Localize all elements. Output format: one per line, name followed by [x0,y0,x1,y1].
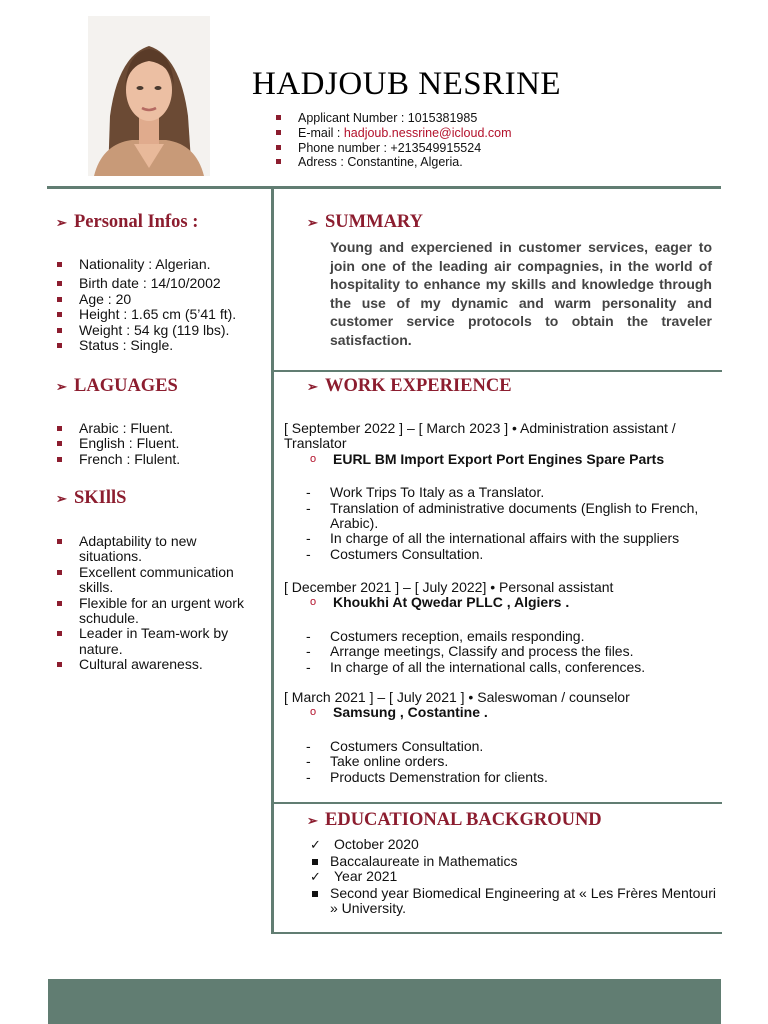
bullet-icon [57,297,62,302]
list-item: Arabic : Fluent. [56,421,266,436]
email-link[interactable]: hadjoub.nessrine@icloud.com [343,125,512,140]
list-item: Birth date : 14/10/2002 [56,276,266,291]
education-detail: Baccalaureate in Mathematics [310,854,716,870]
education-detail: Second year Biomedical Engineering at « Les Frères Mentouri » University. [310,886,716,917]
summary-divider [274,370,722,372]
dash-icon: - [306,737,311,754]
dash-icon: - [306,627,311,644]
task-item: - Costumers Consultation. [306,545,484,562]
bullet-icon [57,662,62,667]
circle-bullet-icon: o [310,596,317,609]
profile-photo [88,16,210,176]
list-item: Status : Single. [56,338,266,353]
bullet-icon [57,328,62,333]
list-item: Excellent communication skills. [56,565,246,596]
dash-icon: - [306,545,311,562]
job-tasks [284,739,716,785]
bullet-icon [57,457,62,462]
bullet-icon [57,441,62,446]
task-item: - Costumers reception, emails responding. [306,627,585,644]
job-period: [ September 2022 ] – [ March 2023 ] • Administration assistant / Translator [284,420,676,452]
bullet-icon [57,426,62,431]
personal-infos-list [56,257,266,353]
applicant-name: HADJOUB NESRINE [252,66,562,102]
checkmark-icon: ✓ [310,837,321,852]
skills-heading: ➢ SKIllS [56,488,127,508]
education-heading: ➢ EDUCATIONAL BACKGROUND [307,810,602,830]
dash-icon: - [306,658,311,675]
job-company: o EURL BM Import Export Port Engines Spare Parts [310,450,665,467]
work-divider [274,802,722,804]
task-item: - In charge of all the international affairs with the suppliers [306,530,680,547]
phone-number: Phone number : +213549915524 [276,141,512,156]
circle-bullet-icon: o [310,452,317,465]
job-entry [284,580,716,675]
list-item: English : Fluent. [56,436,266,451]
list-item: Nationality : Algerian. [56,257,266,272]
job-company: o Khoukhi At Qwedar PLLC , Algiers . [310,594,570,611]
list-item: Adaptability to new situations. [56,534,246,565]
list-item: Cultural awareness. [56,657,246,672]
dash-icon: - [306,643,311,660]
skills-list [56,534,246,673]
circle-bullet-icon: o [310,706,317,719]
task-item: - In charge of all the international calls, conferences. [306,658,646,675]
task-item: - Translation of administrative documents (English to French, Arabic). [306,499,699,532]
bullet-icon [57,262,62,267]
list-item: Weight : 54 kg (119 lbs). [56,323,266,338]
arrow-icon: ➢ [307,379,318,394]
job-entry [284,421,716,562]
address: Adress : Constantine, Algeria. [276,155,512,170]
bullet-icon [57,281,62,286]
arrow-icon: ➢ [56,379,67,394]
list-item: Age : 20 [56,292,266,307]
education-year: ✓ October 2020 [310,836,419,852]
bullet-icon [57,343,62,348]
column-divider [271,189,274,934]
arrow-icon: ➢ [56,215,67,230]
job-tasks [284,485,716,562]
arrow-icon: ➢ [307,813,318,828]
bullet-icon [312,859,318,865]
list-item: French : Flulent. [56,452,266,467]
email-line: E-mail : hadjoub.nessrine@icloud.com [276,126,512,141]
task-item: - Products Demenstration for clients. [306,768,548,785]
bullet-icon [57,631,62,636]
dash-icon: - [306,530,311,547]
bullet-icon [57,539,62,544]
job-company: o Samsung , Costantine . [310,704,488,721]
bullet-icon [57,312,62,317]
bullet-icon [276,115,281,120]
languages-heading: ➢ LAGUAGES [56,376,178,396]
applicant-number: Applicant Number : 1015381985 [276,111,512,126]
dash-icon: - [306,499,311,516]
personal-infos-heading: ➢ Personal Infos : [56,212,199,232]
bullet-icon [57,601,62,606]
header-divider [47,186,721,189]
arrow-icon: ➢ [307,215,318,230]
education-divider [274,932,722,934]
task-item: - Work Trips To Italy as a Translator. [306,484,545,501]
work-experience-heading: ➢ WORK EXPERIENCE [307,376,512,396]
bullet-icon [57,570,62,575]
list-item: Leader in Team-work by nature. [56,626,246,657]
summary-text: Young and experciened in customer services, eager to join one of the leading air compagnies, in the world of hospitality to enhance my skills and knowledge through the use of my dynamic and warm personality and customer service protocols to obtain the traveler satisfaction. [330,239,712,348]
job-tasks [284,629,716,675]
footer-band [48,979,721,1024]
task-item: - Costumers Consultation. [306,737,484,754]
job-period: [ March 2021 ] – [ July 2021 ] • Saleswoman / counselor [284,689,630,705]
list-item: Flexible for an urgent work schudule. [56,596,246,627]
task-item: - Arrange meetings, Classify and process the files. [306,643,634,660]
checkmark-icon: ✓ [310,869,321,885]
list-item: Height : 1.65 cm (5’41 ft). [56,307,266,322]
summary-heading: ➢ SUMMARY [307,212,424,232]
bullet-icon [312,891,318,897]
job-entry [284,690,716,785]
bullet-icon [276,145,281,150]
bullet-icon [276,159,281,164]
job-period: [ December 2021 ] – [ July 2022] • Personal assistant [284,579,614,595]
dash-icon: - [306,484,311,501]
dash-icon: - [306,768,311,785]
education-year: ✓ Year 2021 [310,868,398,885]
education-list [310,837,716,917]
arrow-icon: ➢ [56,491,67,506]
bullet-icon [276,130,281,135]
languages-list [56,421,266,467]
contact-list [276,111,512,170]
task-item: - Take online orders. [306,753,449,770]
dash-icon: - [306,753,311,770]
